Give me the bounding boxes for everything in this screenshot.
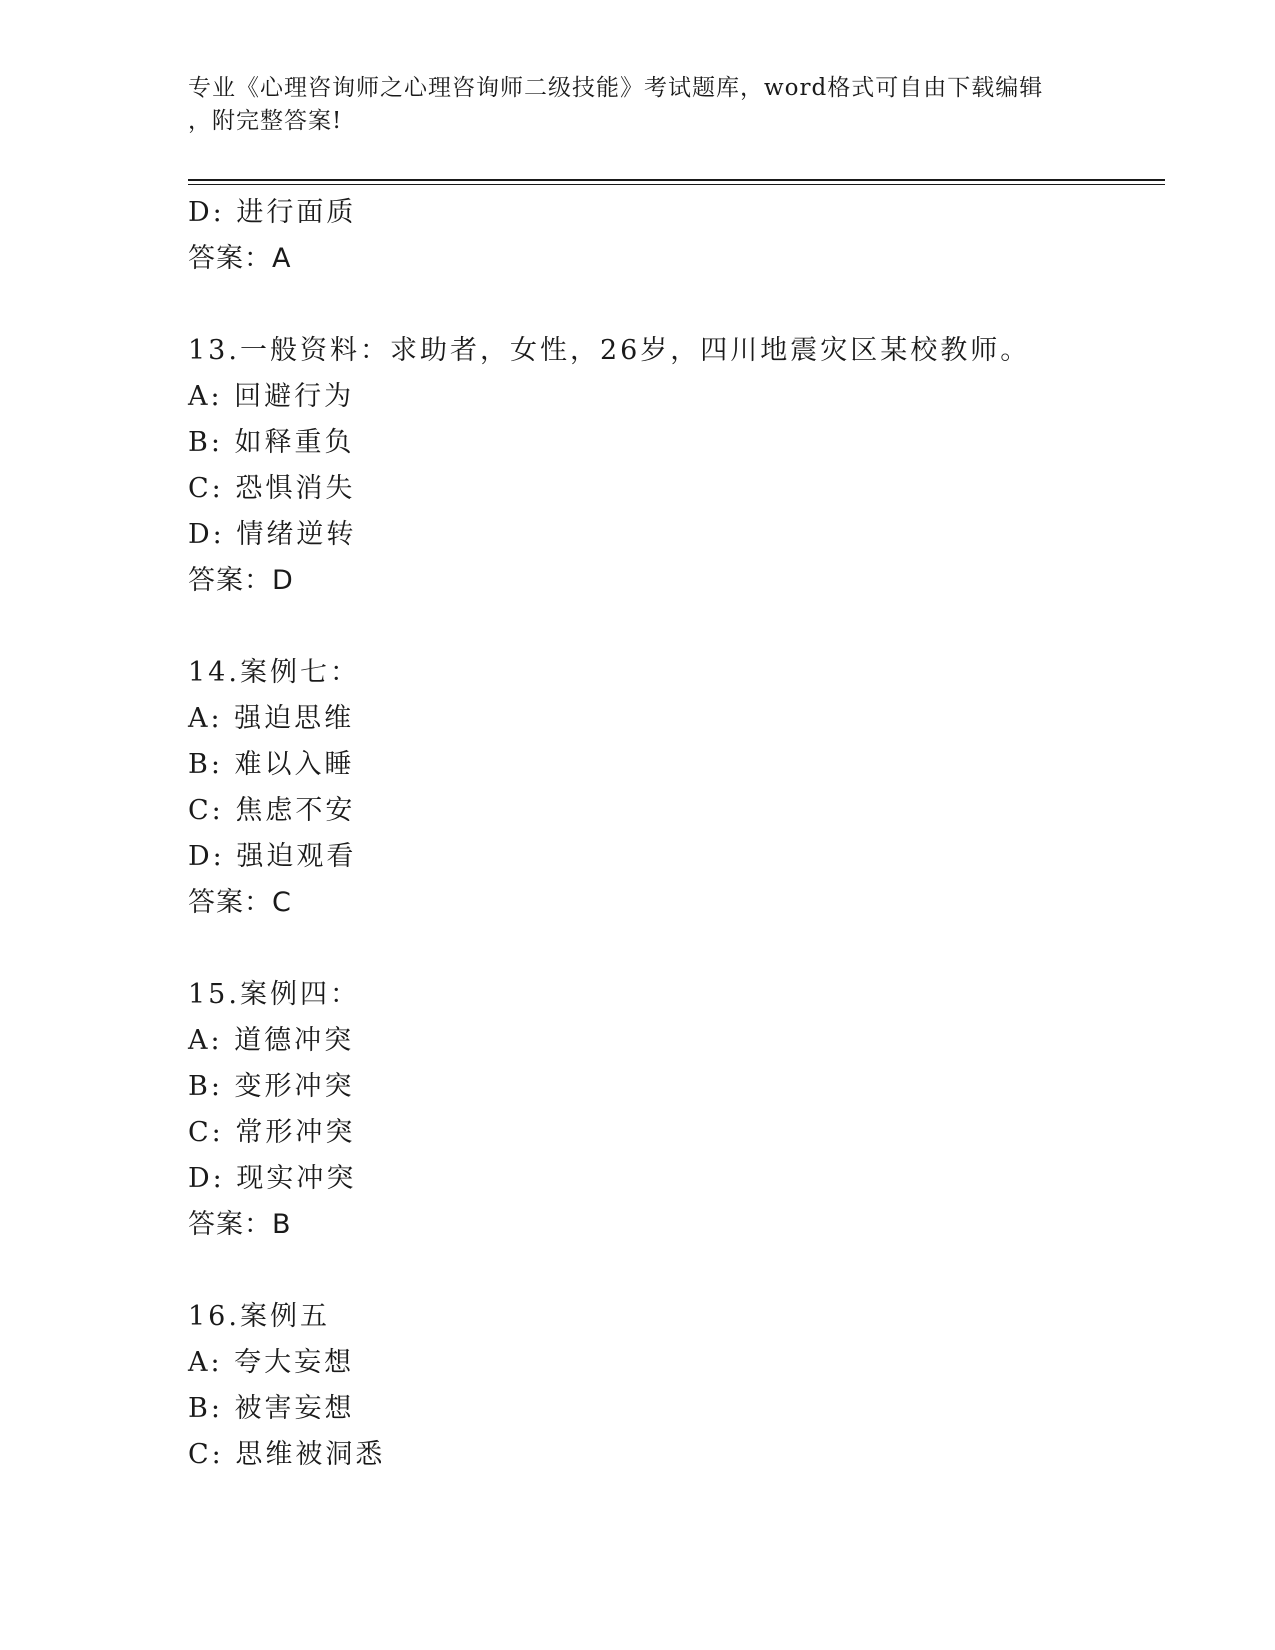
option-a: A: 道德冲突: [188, 1025, 355, 1056]
option-d: D: 现实冲突: [188, 1163, 357, 1194]
answer-line: 答案：C: [188, 887, 292, 918]
question-item: [188, 972, 1165, 1248]
option-b: B: 难以入睡: [188, 749, 355, 780]
question-stem: 16.案例五: [188, 1301, 330, 1332]
option-b: B: 如释重负: [188, 427, 355, 458]
question-stem: 13.一般资料：求助者，女性，26岁，四川地震灾区某校教师。: [188, 335, 1031, 366]
option-b: B: 变形冲突: [188, 1071, 355, 1102]
option-c: C: 常形冲突: [188, 1117, 356, 1148]
option-c: C: 焦虑不安: [188, 795, 356, 826]
option-a: A: 强迫思维: [188, 703, 355, 734]
option-c: C: 恐惧消失: [188, 473, 356, 504]
answer-line: 答案：A: [188, 243, 292, 274]
option-a: A: 回避行为: [188, 381, 355, 412]
header-line-2: ，附完整答案!: [188, 108, 343, 134]
question-stem: 14.案例七：: [188, 657, 360, 688]
option-d: D: 进行面质: [188, 197, 357, 228]
header-divider-thin: [188, 184, 1165, 185]
answer-line: 答案：B: [188, 1209, 292, 1240]
question-list: [188, 190, 1165, 1478]
header-line-1: 专业《心理咨询师之心理咨询师二级技能》考试题库，word格式可自由下载编辑: [188, 75, 1044, 101]
question-item: [188, 328, 1165, 604]
document-header: [188, 72, 1068, 138]
option-b: B: 被害妄想: [188, 1393, 355, 1424]
question-stem: 15.案例四：: [188, 979, 360, 1010]
option-d: D: 强迫观看: [188, 841, 357, 872]
option-d: D: 情绪逆转: [188, 519, 357, 550]
question-item: [188, 1294, 1165, 1478]
option-a: A: 夸大妄想: [188, 1347, 355, 1378]
option-c: C: 思维被洞悉: [188, 1439, 386, 1470]
header-divider-thick: [188, 179, 1165, 181]
question-item: [188, 650, 1165, 926]
question-item: [188, 190, 1165, 282]
answer-line: 答案：D: [188, 565, 294, 596]
